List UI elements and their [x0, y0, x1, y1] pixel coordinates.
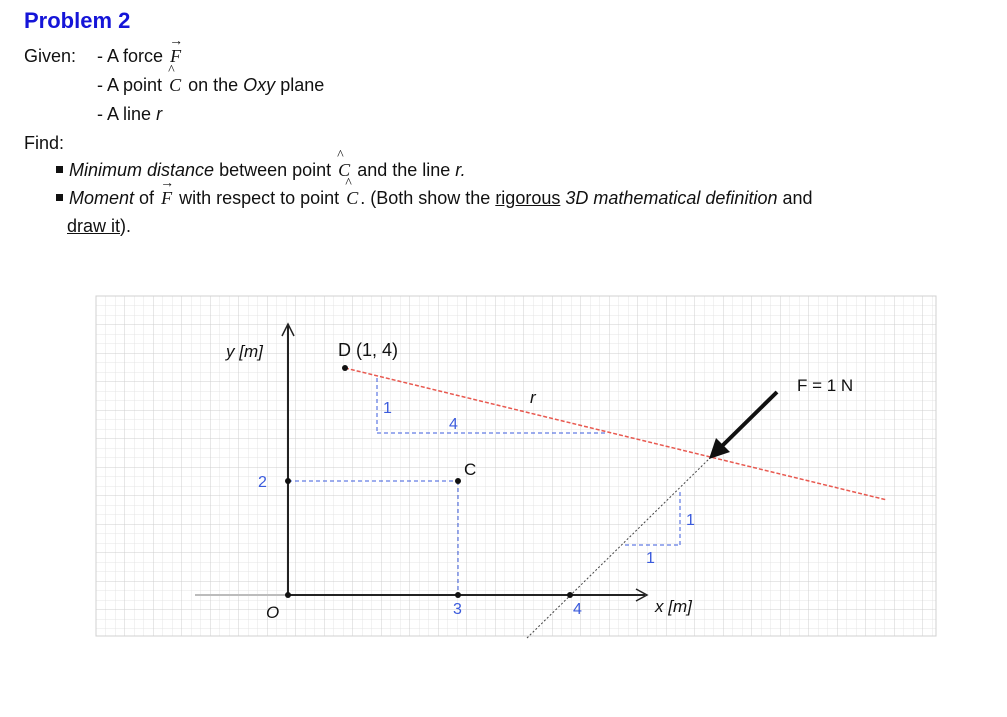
- point-d: [342, 365, 348, 371]
- given-item-force: - A force → F: [97, 34, 184, 66]
- find-item-distance: Minimum distance between point ^ C and the line r.: [56, 160, 466, 181]
- line-r-label: r: [530, 388, 536, 407]
- slope-f-rise-label: 1: [686, 512, 695, 529]
- slope-f-run-label: 1: [646, 550, 655, 567]
- problem-title: Problem 2: [24, 8, 131, 33]
- point-c-label: C: [464, 460, 477, 479]
- point-d-label: D (1, 4): [338, 340, 399, 360]
- slope-r-run-label: 4: [449, 416, 458, 433]
- origin-point: [285, 592, 291, 598]
- tick-label-y2: 2: [258, 474, 267, 491]
- tick-point-x3: [455, 592, 461, 598]
- slope-r-rise-label: 1: [383, 400, 392, 417]
- find-item-moment-line2: draw it).: [67, 216, 132, 236]
- tick-point-x4: [567, 592, 573, 598]
- tick-label-x4: 4: [573, 601, 582, 618]
- y-axis-label: y [m]: [226, 342, 263, 361]
- vector-f-symbol: → F: [169, 34, 184, 66]
- grid-background: [96, 296, 936, 636]
- point-c-symbol: ^ C: [168, 63, 182, 95]
- given-label: Given:: [24, 46, 77, 66]
- find-label: Find:: [24, 133, 65, 153]
- x-axis-label: x [m]: [655, 597, 692, 616]
- given-item-point: - A point ^ C on the Oxy plane: [97, 63, 325, 95]
- origin-label: O: [266, 603, 280, 622]
- tick-label-x3: 3: [453, 601, 462, 618]
- tick-point-y2: [285, 478, 291, 484]
- find-item-moment: Moment of → F with respect to point ^ C . (Both show the rigorous 3D mathematical definition and: [56, 188, 813, 209]
- point-c: [455, 478, 461, 484]
- force-label: F = 1 N: [797, 376, 854, 395]
- given-item-line: - A line r: [97, 104, 163, 124]
